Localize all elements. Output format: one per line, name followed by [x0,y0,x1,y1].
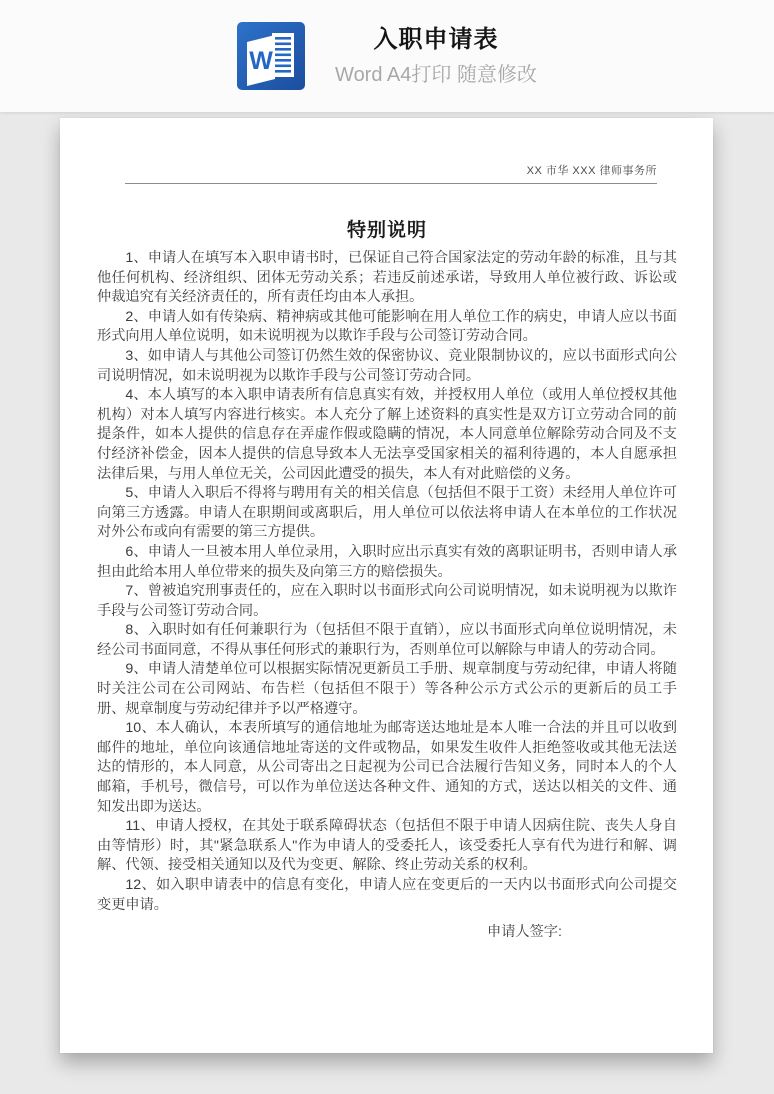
special-note-paragraph: 2、申请人如有传染病、精神病或其他可能影响在用人单位工作的病史，申请人应以书面形式向用人单位说明，如未说明视为以欺诈手段与公司签订劳动合同。 [97,308,677,345]
preview-banner [0,0,774,112]
special-note-paragraph: 12、如入职申请表中的信息有变化，申请人应在变更后的一天内以书面形式向公司提交变更申请。 [97,877,677,913]
page-header-lawfirm: XX 市华 XXX 律师事务所 [125,162,657,184]
special-note-paragraph: 8、入职时如有任何兼职行为（包括但不限于直销），应以书面形式向单位说明情况，未经公司书面同意，不得从事任何形式的兼职行为，否则单位可以解除与申请人的劳动合同。 [97,622,677,658]
page-body [97,218,677,943]
word-icon [237,22,305,90]
banner-text-block [335,25,537,87]
document-title: 入职申请表 [373,26,499,53]
special-note-paragraph: 5、申请人入职后不得将与聘用有关的相关信息（包括但不限于工资）未经用人单位许可向第三方透露。申请人在职期间或离职后，用人单位可以依法将申请人在本单位的工作状况对外公布或向有需要的第三方提供。 [97,485,677,541]
special-note-paragraph: 7、曾被追究刑事责任的，应在入职时以书面形式向公司说明情况，如未说明视为以欺诈手段与公司签订劳动合同。 [97,583,677,619]
applicant-signature-label: 申请人签字: [487,924,562,941]
special-note-paragraph: 3、如申请人与其他公司签订仍然生效的保密协议、竞业限制协议的，应以书面形式向公司说明情况，如未说明视为以欺诈手段与公司签订劳动合同。 [97,347,677,384]
special-note-paragraph: 6、申请人一旦被本用人单位录用，入职时应出示真实有效的离职证明书，否则申请人承担由此给本用人单位带来的损失及向第三方的赔偿损失。 [97,543,677,580]
section-title: 特别说明 [346,220,427,241]
document-subtitle: Word A4打印 随意修改 [335,64,537,86]
page-preview-area [0,118,774,1053]
special-notes-list [97,249,677,915]
svg-text:W: W [249,47,273,75]
word-icon-w-page [247,35,275,86]
special-note-paragraph: 11、申请人授权，在其处于联系障碍状态（包括但不限于申请人因病住院、丧失人身自由等情形）时，其"紧急联系人"作为申请人的受委托人，该受委托人享有代为进行和解、调解、代领、接受相关通知以及代为变更、解除、终止劳动关系的权利。 [97,818,677,874]
special-note-paragraph: 4、本人填写的本入职申请表所有信息真实有效，并授权用人单位（或用人单位授权其他机构）对本人填写内容进行核实。本人充分了解上述资料的真实性是双方订立劳动合同的前提条件，如本人提供的信息存在弄虚作假或隐瞒的情况，本人同意单位解除劳动合同及不支付经济补偿金，因本人提供的信息导致本人无法享受国家相关的福利待遇的，本人自愿承担法律后果，与用人单位无关，公司因此遭受的损失，本人有对此赔偿的义务。 [97,387,677,482]
special-note-paragraph: 1、申请人在填写本入职申请书时，已保证自己符合国家法定的劳动年龄的标准，且与其他任何机构、经济组织、团体无劳动关系；若违反前述承诺，导致用人单位被行政、诉讼或仲裁追究有关经济责任的，所有责任均由本人承担。 [97,250,677,306]
word-page [60,118,713,1053]
word-icon-document-lines [272,33,294,77]
special-note-paragraph: 10、本人确认，本表所填写的通信地址为邮寄送达地址是本人唯一合法的并且可以收到邮件的地址，单位向该通信地址寄送的文件或物品，如果发生收件人拒绝签收或其他无法送达的情形的，本人同意，从公司寄出之日起视为公司已合法履行告知义务，同时本人的个人邮箱，手机号，微信号，可以作为单位送达各种文件、通知的方式，送达以相关的文件、通知发出即为送达。 [97,720,677,815]
special-note-paragraph: 9、申请人清楚单位可以根据实际情况更新员工手册、规章制度与劳动纪律，申请人将随时关注公司在公司网站、布告栏（包括但不限于）等各种公示方式公示的更新后的员工手册、规章制度与劳动纪律并予以严格遵守。 [97,661,677,717]
